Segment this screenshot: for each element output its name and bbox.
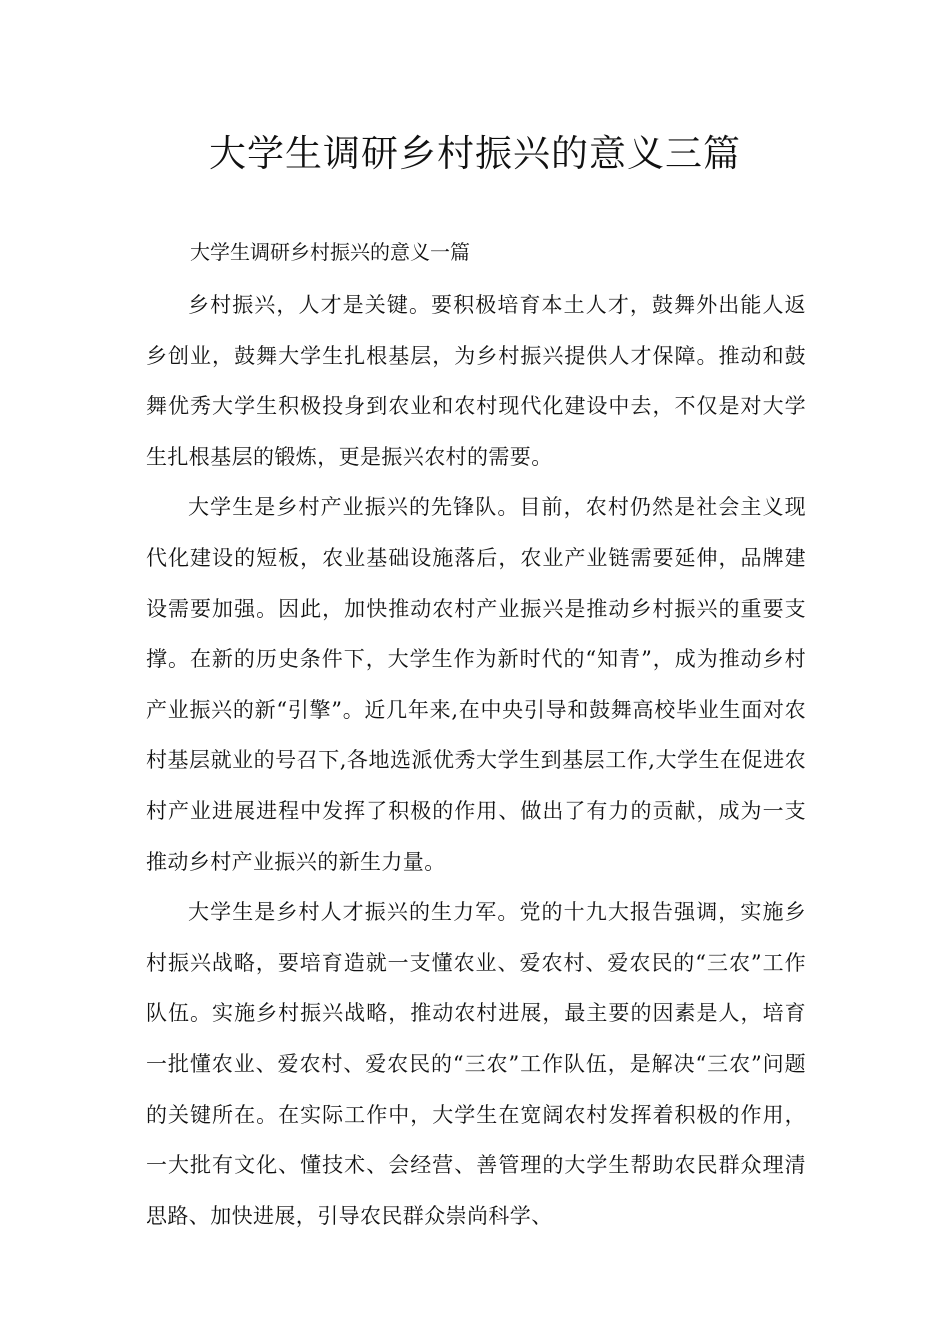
paragraph-1: 乡村振兴，人才是关键。要积极培育本土人才，鼓舞外出能人返乡创业，鼓舞大学生扎根基层，为乡村振兴提供人才保障。推动和鼓舞优秀大学生积极投身到农业和农村现代化建设中去，不仅是对大学生扎根基层的锻炼，更是振兴农村的需要。 (146, 293, 806, 469)
paragraph-2: 大学生是乡村产业振兴的先锋队。目前，农村仍然是社会主义现代化建设的短板，农业基础设施落后，农业产业链需要延伸，品牌建设需要加强。因此，加快推动农村产业振兴是推动乡村振兴的重要支撑。在新的历史条件下，大学生作为新时代的“知青”，成为推动乡村产业振兴的新“引擎”。近几年来,在中央引导和鼓舞高校毕业生面对农村基层就业的号召下,各地选派优秀大学生到基层工作,大学生在促进农村产业进展进程中发挥了积极的作用、做出了有力的贡献，成为一支推动乡村产业振兴的新生力量。 (146, 495, 806, 874)
section-subtitle: 大学生调研乡村振兴的意义一篇 (190, 240, 470, 264)
document-title: 大学生调研乡村振兴的意义三篇 (209, 132, 741, 175)
body-text (146, 280, 806, 1241)
paragraph-3: 大学生是乡村人才振兴的生力军。党的十九大报告强调，实施乡村振兴战略，要培育造就一支懂农业、爱农村、爱农民的“三农”工作队伍。实施乡村振兴战略，推动农村进展，最主要的因素是人，培育一批懂农业、爱农村、爱农民的“三农”工作队伍，是解决“三农”问题的关键所在。在实际工作中，大学生在宽阔农村发挥着积极的作用，一大批有文化、懂技术、会经营、善管理的大学生帮助农民群众理清思路、加快进展，引导农民群众崇尚科学、 (146, 900, 806, 1228)
